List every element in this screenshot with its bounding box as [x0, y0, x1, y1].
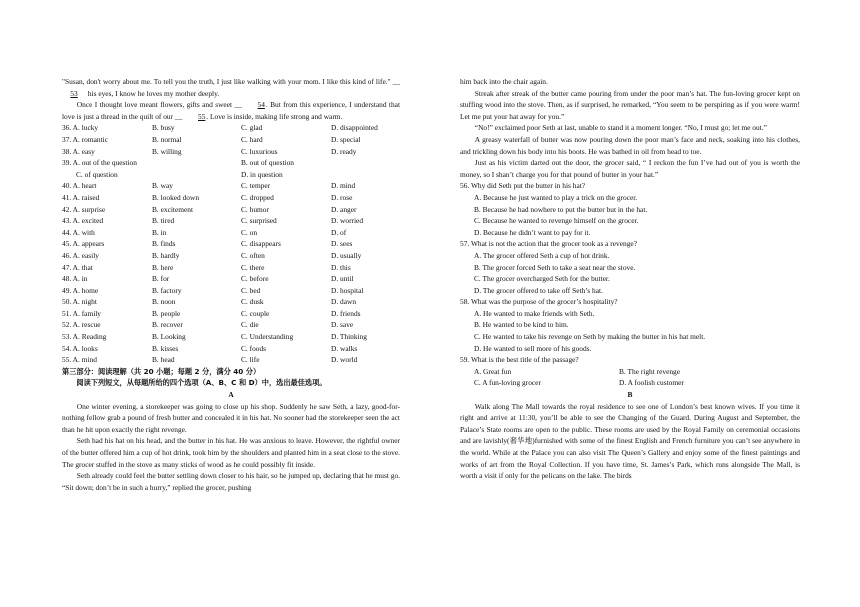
option-cell: C. temper [241, 181, 271, 191]
option-cell: 54. A. looks [62, 343, 98, 353]
passage-a-paragraph: “No!” exclaimed poor Seth at last, unable to stand it a moment longer. “No, I must go; let me out.” [474, 123, 767, 133]
option-cell: B. head [152, 355, 175, 365]
passage-a-paragraph: One winter evening, a storekeeper was going to close up his shop. Suddenly he saw Seth, a lazy, good-for-nothing fellow grab a pound of fresh butter and concealed it in his hat. No sooner had the storekeeper seen the act than he hit upon exactly the right revenge. [62, 401, 400, 434]
option-cell: D. anger [331, 204, 357, 214]
option-cell: 48. A. in [62, 274, 88, 284]
option-cell: 40. A. heart [62, 181, 97, 191]
option-cell: B. tired [152, 216, 175, 226]
answer-option: A. He wanted to make friends with Seth. [474, 308, 595, 318]
option-row [62, 192, 400, 204]
option-cell: 43. A. excited [62, 216, 104, 226]
option-cell: B. here [152, 262, 174, 272]
option-row [62, 204, 400, 216]
option-cell: D. worried [331, 216, 364, 226]
option-d: D. A foolish customer [619, 378, 684, 388]
option-cell: 55. A. mind [62, 355, 97, 365]
option-cell: C. dusk [241, 297, 264, 307]
option-cell: C. die [241, 320, 259, 330]
option-row [62, 227, 400, 239]
option-cell: 38. A. easy [62, 146, 95, 156]
option-cell: B. Looking [152, 332, 186, 342]
option-cell: C. often [241, 250, 265, 260]
option-cell: C. before [241, 274, 269, 284]
section-instruction: 阅读下列短文，从每题所给的四个选项（A、B、C 和 D）中，选出最佳选项。 [76, 378, 327, 388]
passage-label-b: B [627, 390, 633, 400]
option-row [62, 343, 400, 355]
option-cell: 49. A. home [62, 285, 99, 295]
question-text: 57. What is not the action that the grocer took as a revenge? [460, 239, 637, 249]
blank-54: 54 [257, 100, 265, 110]
option-cell: B. normal [152, 134, 182, 144]
option-cell: 42. A. surprise [62, 204, 106, 214]
passage-a-paragraph: A greasy waterfall of butter was now pouring down the poor man’s face and neck, soaking into his clothes, and trickling down his body into his boots. He was bathed in oil from head to toe. [460, 134, 800, 156]
answer-option: B. Because he had nowhere to put the butter but in the hat. [474, 204, 648, 214]
option-cell: D. special [331, 134, 361, 144]
question-text: 56. Why did Seth put the butter in his hat? [460, 181, 586, 191]
question [460, 180, 800, 238]
option-cell: C. of question [76, 169, 118, 179]
option-row [62, 238, 400, 250]
question [460, 238, 800, 296]
option-row [62, 250, 400, 262]
option-cell: 47. A. that [62, 262, 93, 272]
option-row [62, 215, 400, 227]
option-cell: C. disappears [241, 239, 281, 249]
option-cell: B. way [152, 181, 173, 191]
answer-option: C. The grocer overcharged Seth for the butter. [474, 274, 610, 284]
option-cell: C. glad [241, 123, 263, 133]
option-cell: D. dawn [331, 297, 357, 307]
answer-option: C. He wanted to take his revenge on Seth by making the butter in his hat melt. [474, 332, 706, 342]
option-row [62, 319, 400, 331]
option-cell: D. of [331, 227, 347, 237]
left-column [62, 76, 400, 493]
option-cell: B. looked down [152, 192, 200, 202]
option-cell: 44. A. with [62, 227, 95, 237]
passage-a-paragraph: Streak after streak of the butter came pouring from under the poor man’s hat. The fun-loving grocer kept on stuffing wood into the stove. Then, as if surprised, he remarked, “You seem to be perspiring as if you were warm! Let me put your hat away for you.” [460, 88, 800, 121]
passage-a-continued: him back into the chair again. [460, 77, 548, 86]
option-cell: D. mind [331, 181, 356, 191]
answer-option: A. Because he just wanted to play a trick on the grocer. [474, 192, 638, 202]
option-row [62, 296, 400, 308]
option-cell: 52. A. rescue [62, 320, 101, 330]
option-row [62, 285, 400, 297]
option-cell: C. foods [241, 343, 267, 353]
option-cell: D. rose [331, 192, 353, 202]
option-cell: D. ready [331, 146, 357, 156]
option-cell: D. this [331, 262, 351, 272]
passage-a-paragraph: Just as his victim darted out the door, the grocer said, “ I reckon the fun I’ve had out of you is worth the money, so I shan’t charge you for that pound of butter in your hat.” [460, 158, 800, 179]
option-cell: C. there [241, 262, 265, 272]
blank-55: 55 [198, 111, 206, 121]
option-row [62, 354, 400, 366]
answer-option: B. The grocer forced Seth to take a seat near the stove. [474, 262, 636, 272]
option-cell: B. factory [152, 285, 182, 295]
question [460, 296, 800, 354]
option-cell: C. humor [241, 204, 269, 214]
option-cell: B. out of question [241, 158, 294, 168]
option-cell: B. noon [152, 297, 176, 307]
option-cell: D. until [331, 274, 354, 284]
option-cell: 45. A. appears [62, 239, 105, 249]
answer-option: C. Because he wanted to revenge himself on the grocer. [474, 216, 639, 226]
answer-option: D. Because he didn’t want to pay for it. [474, 227, 591, 237]
answer-option: D. He wanted to sell more of his goods. [474, 343, 592, 353]
option-a: A. Great fun [474, 366, 512, 376]
option-cell: C. on [241, 227, 258, 237]
passage-label-a: A [228, 390, 234, 400]
option-cell: B. hardly [152, 250, 180, 260]
passage-a-paragraph: Seth already could feel the butter settling down closer to his hair, so he jumped up, declaring that he must go. “Sit down; don’t be in such a hurry,” replied the grocer, pushing [62, 471, 400, 492]
option-cell: B. finds [152, 239, 176, 249]
option-cell: C. luxurious [241, 146, 278, 156]
option-cell: B. willing [152, 146, 182, 156]
option-row [62, 308, 400, 320]
option-cell: D. Thinking [331, 332, 367, 342]
question-list [460, 180, 800, 354]
option-cell: D. in question [241, 169, 283, 179]
option-cell: D. save [331, 320, 354, 330]
option-c: C. A fun-loving grocer [474, 378, 541, 388]
option-cell: B. people [152, 308, 181, 318]
question-text: 58. What was the purpose of the grocer’s hospitality? [460, 297, 618, 307]
option-cell: D. disappointed [331, 123, 378, 133]
option-cell: D. walks [331, 343, 358, 353]
right-column [460, 76, 800, 482]
option-row [62, 180, 400, 192]
intro-line-2: Once I thought love meant flowers, gifts and sweet __ 54. But from this experience, I understand that love is just a thread in the quilt of our __ 55. Love is inside, making life strong and warm. [62, 100, 400, 121]
option-cell: 53. A. Reading [62, 332, 107, 342]
option-cell: 37. A. romantic [62, 134, 108, 144]
option-row [62, 157, 400, 169]
option-cell: D. hospital [331, 285, 364, 295]
passage-b-paragraph: Walk along The Mall towards the royal residence to see one of London’s best known wives. If you time it right and arrive at 11:30, you’ll be able to see the Changing of the Guard. During August and September, the Palace’s State rooms are open to the public. These rooms are used by the Royal Family on ceremonial occasions and are lavishly(奢华地)furnished with some of the finest English and French furniture you can’t see anywhere in the world. While at the Palace you can also visit The Queen’s Gallery and enjoy some of the finest paintings and works of art from the Royal Collection. If you have time, St. James’s Park, which runs alongside The Mall, is worth a visit if only for the pelicans on the lake. The birds [460, 401, 800, 481]
question-text: 59. What is the best title of the passage? [460, 355, 579, 365]
option-row [62, 134, 400, 146]
option-cell: 46. A. easily [62, 250, 99, 260]
option-cell: D. usually [331, 250, 362, 260]
option-cell: C. life [241, 355, 260, 365]
option-cell: 41. A. raised [62, 192, 100, 202]
option-row [62, 122, 400, 134]
option-cell: C. dropped [241, 192, 274, 202]
cloze-options [62, 122, 400, 365]
option-cell: B. for [152, 274, 170, 284]
option-cell: C. Understanding [241, 332, 294, 342]
option-cell: D. friends [331, 308, 361, 318]
option-cell: C. surprised [241, 216, 277, 226]
option-row [62, 273, 400, 285]
option-cell: D. world [331, 355, 358, 365]
section-title: 第三部分：阅读理解（共 20 小题；每题 2 分，满分 40 分） [62, 366, 261, 376]
option-cell: C. couple [241, 308, 270, 318]
option-cell: 50. A. night [62, 297, 97, 307]
option-row [62, 262, 400, 274]
answer-option: A. The grocer offered Seth a cup of hot drink. [474, 250, 610, 260]
intro-line-1: "Susan, don't worry about me. To tell you the truth, I just like walking with your mom. I like this kind of life." __53 his eyes, I know he loves my mother deeply. [62, 77, 400, 98]
passage-a-paragraph: Seth had his hat on his head, and the butter in his hat. He was anxious to leave. However, the rightful owner of the butter offered him a cup of hot drink, took him by the shoulders and planted him in a seat close to the stove. The grocer stuffed in the stove as many sticks of wood as he could possibly fit inside. [62, 436, 400, 469]
option-cell: C. bed [241, 285, 261, 295]
blank-53: 53 [70, 88, 78, 98]
option-cell: 51. A. family [62, 308, 102, 318]
question-59 [460, 354, 800, 389]
option-cell: B. recover [152, 320, 183, 330]
answer-option: B. He wanted to be kind to him. [474, 320, 569, 330]
option-cell: B. in [152, 227, 167, 237]
option-cell: 36. A. lucky [62, 123, 99, 133]
option-cell: B. excitement [152, 204, 194, 214]
option-b: B. The right revenge [619, 366, 681, 376]
option-row [62, 146, 400, 158]
option-cell: 39. A. out of the question [62, 158, 137, 168]
option-cell: B. busy [152, 123, 175, 133]
option-row [62, 169, 400, 181]
option-cell: D. sees [331, 239, 353, 249]
option-cell: C. hard [241, 134, 263, 144]
answer-option: D. The grocer offered to take off Seth’s hat. [474, 285, 603, 295]
option-row [62, 331, 400, 343]
option-cell: B. kisses [152, 343, 179, 353]
